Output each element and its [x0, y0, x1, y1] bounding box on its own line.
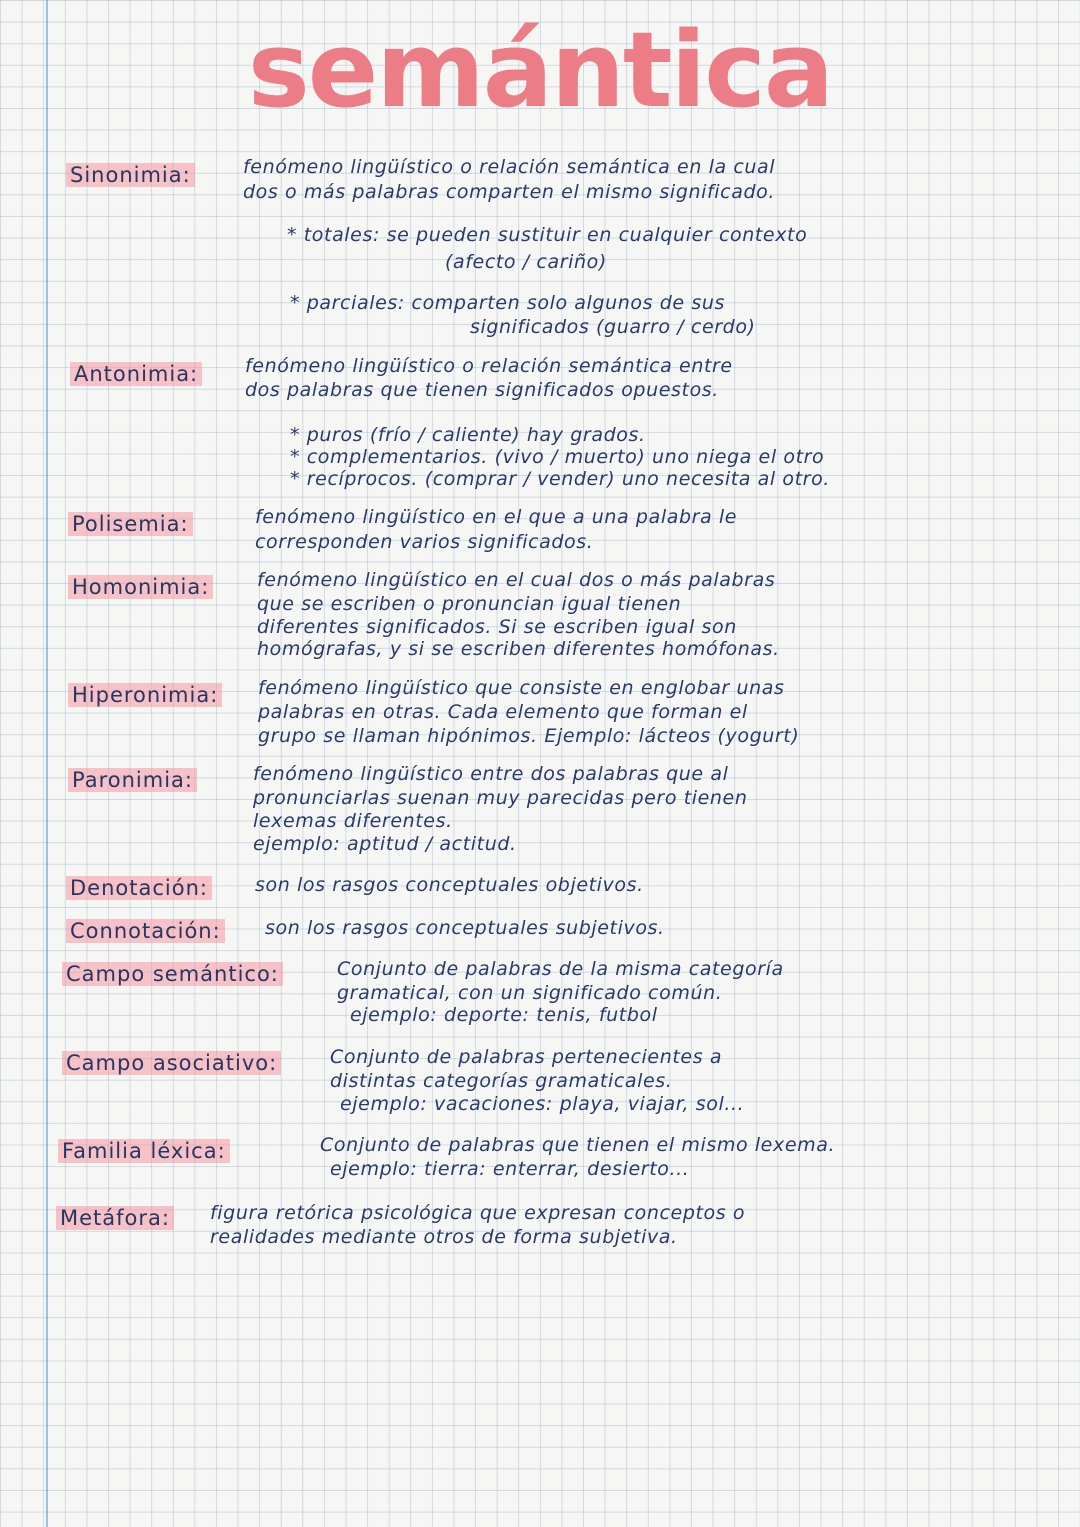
term-hiperonimia: Hiperonimia:	[68, 683, 222, 707]
definition-line: grupo se llaman hipónimos. Ejemplo: lácteos (yogurt)	[258, 725, 800, 747]
subtype-line: * puros (frío / caliente) hay grados.	[290, 424, 646, 446]
definition-line: figura retórica psicológica que expresan conceptos o	[210, 1202, 746, 1224]
notebook-margin-line	[46, 0, 48, 1527]
page-title: semántica	[247, 9, 833, 131]
term-antonimia: Antonimia:	[70, 362, 202, 386]
term-campo-asociativo: Campo asociativo:	[62, 1051, 281, 1075]
definition-line: lexemas diferentes.	[253, 810, 453, 832]
definition-line: realidades mediante otros de forma subjetiva.	[210, 1226, 678, 1248]
definition-line: dos palabras que tienen significados opuestos.	[245, 379, 719, 401]
definition-line: homógrafas, y si se escriben diferentes homófonas.	[257, 638, 780, 660]
definition-line: fenómeno lingüístico o relación semántica entre	[245, 355, 733, 377]
definition-line: Conjunto de palabras pertenecientes a	[330, 1046, 723, 1068]
definition-line: pronunciarlas suenan muy parecidas pero tienen	[253, 787, 748, 809]
subtype-line: * parciales: comparten solo algunos de sus	[290, 292, 725, 314]
definition-line: distintas categorías gramaticales.	[330, 1070, 673, 1092]
definition-line: son los rasgos conceptuales objetivos.	[255, 874, 644, 896]
definition-line: corresponden varios significados.	[255, 531, 594, 553]
definition-line: fenómeno lingüístico en el que a una palabra le	[255, 506, 738, 528]
definition-line: fenómeno lingüístico en el cual dos o más palabras	[257, 569, 776, 591]
definition-line: Conjunto de palabras de la misma categoría	[337, 958, 784, 980]
term-connotacion: Connotación:	[66, 919, 225, 943]
term-campo-semantico: Campo semántico:	[62, 962, 283, 986]
definition-line: son los rasgos conceptuales subjetivos.	[265, 917, 665, 939]
definition-line: ejemplo: aptitud / actitud.	[253, 833, 517, 855]
definition-line: fenómeno lingüístico o relación semántica en la cual	[243, 156, 776, 178]
definition-line: Conjunto de palabras que tienen el mismo lexema.	[320, 1134, 836, 1156]
subtype-line: * totales: se pueden sustituir en cualquier contexto	[287, 224, 808, 246]
term-homonimia: Homonimia:	[68, 575, 213, 599]
definition-line: palabras en otras. Cada elemento que forman el	[258, 701, 748, 723]
term-denotacion: Denotación:	[66, 876, 212, 900]
subtype-line: significados (guarro / cerdo)	[470, 316, 756, 338]
term-metafora: Metáfora:	[56, 1206, 174, 1230]
definition-line: fenómeno lingüístico que consiste en englobar unas	[258, 677, 785, 699]
definition-line: ejemplo: tierra: enterrar, desierto...	[330, 1158, 690, 1180]
definition-line: que se escriben o pronuncian igual tienen	[257, 593, 682, 615]
subtype-line: * complementarios. (vivo / muerto) uno niega el otro	[290, 446, 825, 468]
subtype-line: (afecto / cariño)	[445, 251, 607, 273]
term-paronimia: Paronimia:	[68, 768, 197, 792]
definition-line: gramatical, con un significado común.	[337, 982, 723, 1004]
definition-line: dos o más palabras comparten el mismo significado.	[243, 181, 775, 203]
term-familia-lexica: Familia léxica:	[58, 1139, 230, 1163]
definition-line: fenómeno lingüístico entre dos palabras que al	[253, 763, 729, 785]
definition-line: diferentes significados. Si se escriben igual son	[257, 616, 737, 638]
definition-line: ejemplo: deporte: tenis, futbol	[350, 1004, 658, 1026]
term-polisemia: Polisemia:	[68, 512, 193, 536]
term-sinonimia: Sinonimia:	[66, 163, 195, 187]
definition-line: ejemplo: vacaciones: playa, viajar, sol...	[340, 1093, 745, 1115]
subtype-line: * recíprocos. (comprar / vender) uno necesita al otro.	[290, 468, 830, 490]
